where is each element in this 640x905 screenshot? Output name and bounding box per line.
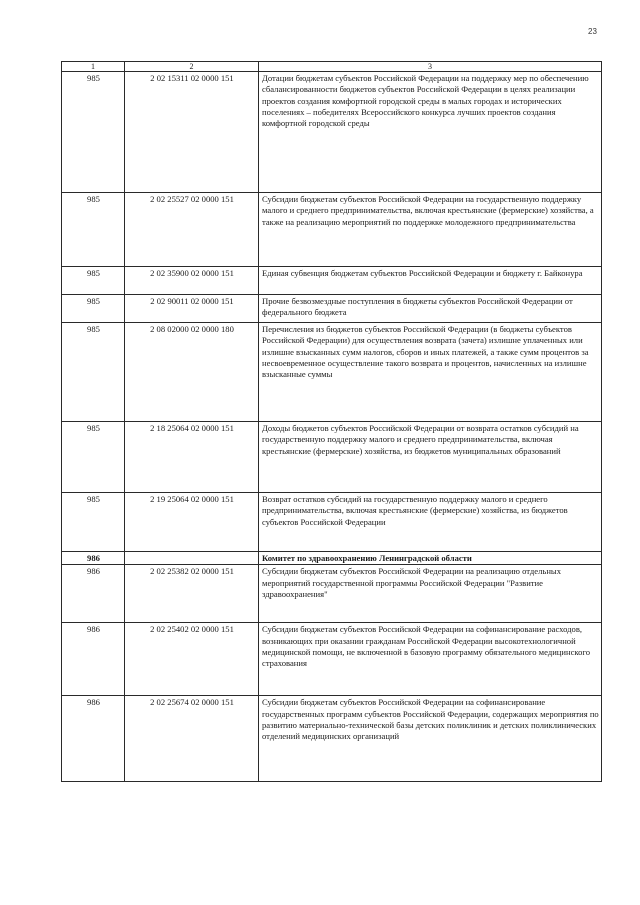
budget-code-cell: 2 02 25527 02 0000 151 [125, 193, 259, 267]
description-cell: Субсидии бюджетам субъектов Российской Федерации на реализацию отдельных мероприятий государственной программы Российской Федерации "Развитие здравоохранения" [259, 565, 602, 623]
budget-code-cell: 2 19 25064 02 0000 151 [125, 493, 259, 552]
budget-code-cell: 2 02 90011 02 0000 151 [125, 295, 259, 323]
budget-code-cell: 2 08 02000 02 0000 180 [125, 323, 259, 422]
table-row [62, 295, 602, 323]
description-cell: Возврат остатков субсидий на государственную поддержку малого и среднего предпринимательства, включая крестьянские (фермерские) хозяйства, из бюджетов субъектов Российской Федерации [259, 493, 602, 552]
budget-code-cell: 2 18 25064 02 0000 151 [125, 422, 259, 493]
table-row [62, 422, 602, 493]
table-row [62, 267, 602, 295]
budget-code-cell: 2 02 25382 02 0000 151 [125, 565, 259, 623]
description-cell: Перечисления из бюджетов субъектов Российской Федерации (в бюджеты субъектов Российской Федерации) для осуществления возврата (зачета) излишне уплаченных или излишне взысканных сумм налогов, сборов и иных платежей, а также сумм процентов за несвоевременное осуществление такого возврата и процентов, начисленных на излишне взысканные суммы [259, 323, 602, 422]
table-row [62, 193, 602, 267]
admin-code-cell: 986 [62, 623, 125, 696]
admin-code-cell: 985 [62, 422, 125, 493]
budget-code-cell: 2 02 25402 02 0000 151 [125, 623, 259, 696]
table-row [62, 493, 602, 552]
table-header-row [62, 62, 602, 72]
admin-code-cell: 986 [62, 552, 125, 565]
table-row [62, 565, 602, 623]
budget-classification-table [61, 61, 602, 782]
budget-code-cell: 2 02 15311 02 0000 151 [125, 72, 259, 193]
budget-code-cell [125, 552, 259, 565]
table-row [62, 696, 602, 782]
admin-code-cell: 985 [62, 323, 125, 422]
admin-code-cell: 985 [62, 193, 125, 267]
section-heading-cell: Комитет по здравоохранению Ленинградской области [259, 552, 602, 565]
description-cell: Дотации бюджетам субъектов Российской Федерации на поддержку мер по обеспечению сбалансированности бюджетов субъектов Российской Федерации в целях реализации проектов создания комфортной городской среды в малых городах и исторических поселениях – победителях Всероссийского конкурса лучших проектов создания комфортной городской среды [259, 72, 602, 193]
description-cell: Единая субвенция бюджетам субъектов Российской Федерации и бюджету г. Байконура [259, 267, 602, 295]
description-cell: Субсидии бюджетам субъектов Российской Федерации на государственную поддержку малого и среднего предпринимательства, включая крестьянские (фермерские) хозяйства, а также на реализацию мероприятий по поддержке молодежного предпринимательства [259, 193, 602, 267]
column-header-1: 1 [62, 62, 125, 72]
column-header-3: 3 [259, 62, 602, 72]
table-row [62, 323, 602, 422]
admin-code-cell: 985 [62, 493, 125, 552]
description-cell: Субсидии бюджетам субъектов Российской Федерации на софинансирование расходов, возникающих при оказании гражданам Российской Федерации высокотехнологичной медицинской помощи, не включенной в базовую программу обязательного медицинского страхования [259, 623, 602, 696]
page-number: 23 [588, 27, 597, 36]
admin-code-cell: 985 [62, 295, 125, 323]
section-heading-row [62, 552, 602, 565]
admin-code-cell: 986 [62, 696, 125, 782]
description-cell: Прочие безвозмездные поступления в бюджеты субъектов Российской Федерации от федерального бюджета [259, 295, 602, 323]
admin-code-cell: 986 [62, 565, 125, 623]
table-row [62, 72, 602, 193]
admin-code-cell: 985 [62, 267, 125, 295]
budget-code-cell: 2 02 35900 02 0000 151 [125, 267, 259, 295]
budget-code-cell: 2 02 25674 02 0000 151 [125, 696, 259, 782]
description-cell: Субсидии бюджетам субъектов Российской Федерации на софинансирование государственных программ субъектов Российской Федерации, содержащих мероприятия по развитию материально-технической базы детских поликлиник и детских поликлинических отделений медицинских организаций [259, 696, 602, 782]
column-header-2: 2 [125, 62, 259, 72]
description-cell: Доходы бюджетов субъектов Российской Федерации от возврата остатков субсидий на государственную поддержку малого и среднего предпринимательства, включая крестьянские (фермерские) хозяйства, из бюджетов муниципальных образований [259, 422, 602, 493]
admin-code-cell: 985 [62, 72, 125, 193]
table-row [62, 623, 602, 696]
